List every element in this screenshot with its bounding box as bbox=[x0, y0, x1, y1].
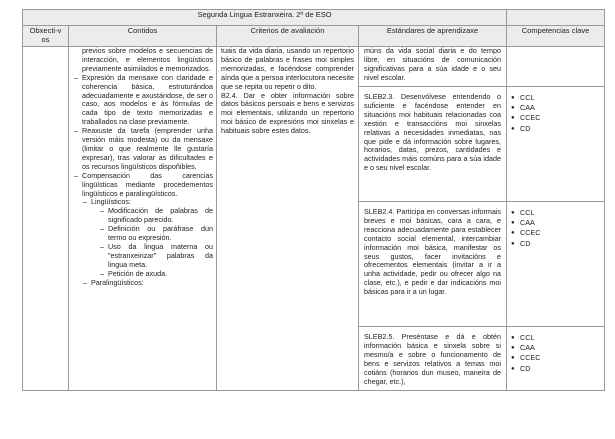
contents-list-item bbox=[74, 225, 213, 243]
bullet-icon: ● bbox=[511, 105, 515, 112]
contents-list-text: Lingüísticos: bbox=[91, 197, 131, 207]
contents-list-text: Petición de axuda. bbox=[108, 268, 168, 278]
competence-label: CAA bbox=[520, 218, 535, 228]
list-dash-marker: – bbox=[100, 268, 104, 278]
standard-cell bbox=[359, 47, 507, 87]
competence-item bbox=[511, 353, 600, 363]
header-contents: Contidos bbox=[69, 26, 217, 47]
bullet-icon: ● bbox=[511, 115, 515, 122]
contents-list bbox=[74, 47, 213, 287]
bullet-icon: ● bbox=[511, 345, 515, 352]
table-row bbox=[23, 47, 605, 87]
standard-cell bbox=[359, 87, 507, 202]
competence-label: CCL bbox=[520, 93, 535, 102]
table-title: Segunda Lingua Estranxeira. 2º de ESO bbox=[23, 10, 507, 26]
competence-label: CCEC bbox=[520, 228, 541, 238]
bullet-icon: ● bbox=[511, 230, 515, 237]
contents-list-text: Modificación de palabras de significado parecido. bbox=[108, 206, 213, 225]
competence-item bbox=[511, 93, 600, 103]
contents-list-text: Expresión da mensaxe con claridade e coherencia básica, estruturándoa adecuadamente e axustándose, de ser o caso, aos modelos e ás fórmulas de cada tipo de texto memorizadas e traballados na clase previamente. bbox=[82, 72, 213, 127]
list-dash-marker: – bbox=[74, 72, 78, 82]
contents-cell bbox=[69, 47, 217, 391]
list-dash-marker: – bbox=[74, 126, 78, 136]
table-title-row bbox=[23, 10, 605, 26]
header-objectives: Obxecti-vos bbox=[23, 26, 69, 47]
bullet-icon: ● bbox=[511, 95, 515, 101]
competences-cell bbox=[507, 202, 605, 327]
standard-sleb2-3: SLEB2.3. Desenvólvese entendendo o suficiente e facéndose entender en situacións moi habituais relacionadas coa xestión e transaccións moi sinxelas relativas a necesidades inmediatas, nas que pide e dá información sobre lugares, horarios, datas, prezos, cantidades e actividades máis comúns para a súa idade e o seu nivel escolar. bbox=[364, 92, 502, 173]
contents-list-text: Definición ou paráfrase dun termo ou expresión. bbox=[108, 224, 213, 243]
competence-item bbox=[511, 124, 600, 134]
bullet-icon: ● bbox=[511, 240, 515, 247]
standard-sleb2-4: SLEB2.4. Participa en conversas informais breves e moi básicas, cara a cara, e reacciona adecuadamente para establecer contacto social elemental, intercambiar información moi básica, manifestar os seus gustos, facer invitacións e ofrecementos elementais (invitar a ir a unha actividade, pedir ou ofrecer algo na clase, etc.), e pedir e dar indicacións moi básicas para ir a un lugar. bbox=[364, 207, 502, 297]
standard-continued: múns da vida social diaria e do tempo libre, en situacións de comunicación significativas para a súa idade e o seu nivel escolar. bbox=[364, 46, 502, 82]
contents-list-item bbox=[74, 127, 213, 172]
standard-cell bbox=[359, 202, 507, 327]
header-competences: Competencias clave bbox=[507, 26, 605, 47]
competence-label: CCEC bbox=[520, 113, 541, 123]
contents-list-item bbox=[74, 74, 213, 127]
list-dash-marker: – bbox=[83, 197, 87, 207]
bullet-icon: ● bbox=[511, 125, 515, 132]
curriculum-table bbox=[22, 9, 605, 391]
competences-list bbox=[511, 202, 600, 253]
competence-label: CCL bbox=[520, 208, 535, 217]
criterion-continued: tuais da vida diaria, usando un repertorio básico de palabras e frases moi simples memorizadas, e facéndose comprender aínda que a persoa interlocutora necesite que se repita ou repetir o dito. bbox=[221, 46, 354, 91]
bullet-icon: ● bbox=[511, 355, 515, 362]
bullet-icon: ● bbox=[511, 335, 515, 341]
contents-list-item bbox=[74, 279, 213, 288]
competence-label: CD bbox=[520, 238, 531, 248]
competences-cell bbox=[507, 327, 605, 391]
competence-item bbox=[511, 239, 600, 249]
contents-list-text: Uso da lingua materna ou "estranxeirizar" palabras da lingua meta. bbox=[108, 241, 213, 269]
competence-label: CD bbox=[520, 363, 531, 373]
competence-label: CAA bbox=[520, 103, 535, 113]
competence-label: CCL bbox=[520, 333, 535, 342]
criterion-b2-4: B2.4. Dar e obter información sobre datos básicos persoais e bens e servizos moi elementais, utilizando un repertorio moi básico de expresións moi sinxelas e habituais sobre estes datos. bbox=[221, 90, 354, 136]
competences-cell bbox=[507, 47, 605, 87]
competence-item bbox=[511, 218, 600, 228]
list-dash-marker: – bbox=[100, 206, 104, 216]
contents-list-item bbox=[74, 207, 213, 225]
competence-item bbox=[511, 103, 600, 113]
bullet-icon: ● bbox=[511, 365, 515, 372]
header-standards: Estándares de aprendizaxe bbox=[359, 26, 507, 47]
competence-item bbox=[511, 113, 600, 123]
competence-label: CD bbox=[520, 123, 531, 133]
contents-list-text: Reaxuste da tarefa (emprender unha versión máis modesta) ou da mensaxe (limitar o que realmente lle gustaría expresar), tras valorar as dificultades e os recursos lingüísticos dispoñibles. bbox=[82, 126, 213, 171]
contents-list-item bbox=[74, 243, 213, 270]
criteria-cell bbox=[217, 47, 359, 391]
competence-item bbox=[511, 333, 600, 343]
list-dash-marker: – bbox=[100, 241, 104, 251]
bullet-icon: ● bbox=[511, 210, 515, 216]
list-dash-marker bbox=[74, 47, 82, 74]
header-criteria: Criterios de avaliación bbox=[217, 26, 359, 47]
competences-cell bbox=[507, 87, 605, 202]
objectives-cell bbox=[23, 47, 69, 391]
competences-list bbox=[511, 327, 600, 378]
bullet-icon: ● bbox=[511, 220, 515, 227]
competence-item bbox=[511, 364, 600, 374]
list-dash-marker: – bbox=[100, 224, 104, 234]
column-header-row bbox=[23, 26, 605, 47]
title-row-blank-cell bbox=[507, 10, 605, 26]
standard-sleb2-5: SLEB2.5. Preséntase e dá e obtén información básica e sinxela sobre si mesmo/a e sobre o funcionamento de bens e servizos relativos a temas moi cotiáns (horarios dun museo, maneira de chegar, etc.), bbox=[364, 332, 502, 386]
competence-item bbox=[511, 228, 600, 238]
competence-item bbox=[511, 208, 600, 218]
standard-cell bbox=[359, 327, 507, 391]
contents-list-item bbox=[74, 47, 213, 74]
contents-list-text: previos sobre modelos e secuencias de interacción, e elementos lingüísticos previamente asimilados e memorizados. bbox=[82, 46, 213, 73]
contents-list-text: Paralingüísticos: bbox=[91, 277, 144, 287]
contents-list-text: Compensación das carencias lingüísticas mediante procedementos lingüísticos e paralingüísticos. bbox=[82, 170, 213, 198]
competences-list bbox=[511, 87, 600, 138]
competence-item bbox=[511, 343, 600, 353]
competence-label: CAA bbox=[520, 343, 535, 353]
list-dash-marker: – bbox=[83, 277, 87, 287]
list-dash-marker: – bbox=[74, 170, 78, 180]
competence-label: CCEC bbox=[520, 353, 541, 363]
contents-list-item bbox=[74, 172, 213, 199]
